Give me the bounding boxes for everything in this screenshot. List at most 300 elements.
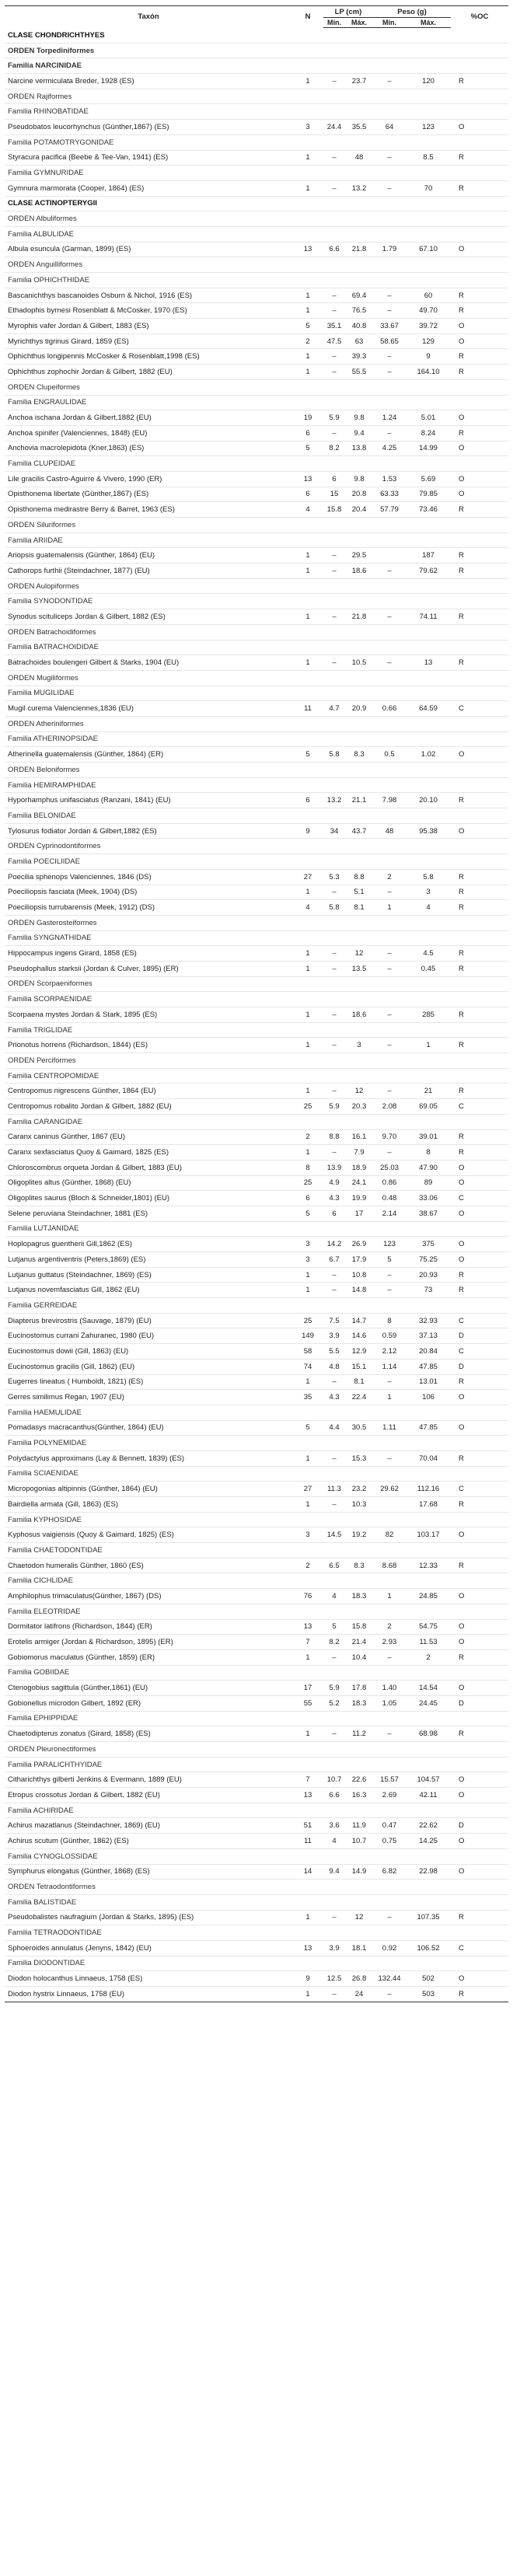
lp-max-cell: 18.9 (351, 1163, 367, 1172)
taxon-cell: Hyporhamphus unifasciatus (Ranzani, 1841) (EU) (8, 796, 171, 805)
peso-min-cell: 132.44 (378, 1974, 401, 1984)
taxon-cell: Poecilia sphenops Valenciennes, 1846 (DS) (8, 872, 152, 881)
soc-cell (451, 1114, 508, 1129)
n-cell: 1 (305, 1499, 310, 1509)
peso-max-cell (406, 1405, 451, 1420)
table-row (5, 763, 508, 778)
table-row (5, 1925, 508, 1941)
taxon-cell: Familia HEMIRAMPHIDAE (8, 780, 96, 790)
peso-min-cell (373, 777, 406, 793)
taxon-cell: Achirus mazatlanus (Steindachner, 1869) (EU) (8, 1821, 160, 1831)
lp-min-cell (323, 196, 345, 211)
table-row (5, 885, 508, 900)
taxon-cell: ORDEN Torpediniformes (8, 46, 95, 55)
lp-max-cell: 17 (354, 1209, 364, 1218)
table-row (5, 1940, 508, 1956)
lp-min-cell (323, 166, 345, 181)
soc-cell (451, 1298, 508, 1314)
lp-min-cell: – (332, 428, 337, 438)
lp-min-cell: 5.9 (329, 1684, 340, 1693)
taxon-cell: Kyphosus vaigiensis (Quoy & Gaimard, 1825) (ES) (8, 1531, 174, 1540)
table-row (5, 28, 508, 44)
table-row (5, 640, 508, 655)
lp-min-cell: 6.5 (329, 1561, 340, 1570)
peso-min-cell: 0.92 (382, 1943, 397, 1953)
soc-cell: R (459, 1730, 464, 1739)
soc-cell (451, 670, 508, 686)
soc-cell: R (459, 566, 464, 575)
taxon-cell: Diodon holocanthus Linnaeus, 1758 (ES) (8, 1974, 143, 1984)
peso-min-cell: – (387, 1087, 392, 1096)
n-cell: 1 (305, 566, 310, 575)
peso-min-cell (373, 532, 406, 548)
peso-min-cell: – (387, 1148, 392, 1157)
peso-min-cell: 0.66 (382, 704, 397, 714)
peso-min-cell (373, 89, 406, 104)
table-row (5, 777, 508, 793)
peso-min-cell (373, 1221, 406, 1237)
lp-min-cell (323, 1436, 345, 1451)
n-cell (292, 1221, 323, 1237)
lp-max-cell: 19.2 (351, 1531, 367, 1540)
taxon-cell: Familia OPHICHTHIDAE (8, 275, 90, 284)
peso-max-cell: 39.72 (419, 321, 438, 330)
peso-min-cell (373, 1298, 406, 1314)
taxon-cell: Familia SYNODONTIDAE (8, 597, 93, 606)
lp-min-cell (323, 1543, 345, 1559)
lp-min-cell: 3.9 (329, 1943, 340, 1953)
lp-min-cell (323, 1894, 345, 1910)
peso-min-cell: – (387, 428, 392, 438)
table-row (5, 1558, 508, 1573)
soc-cell (451, 578, 508, 594)
soc-cell (451, 211, 508, 227)
n-cell: 1 (305, 1913, 310, 1922)
peso-max-cell: 502 (422, 1974, 434, 1984)
lp-min-cell (323, 1221, 345, 1237)
lp-min-cell (323, 1405, 345, 1420)
lp-max-cell: 14.8 (351, 1286, 367, 1295)
peso-max-cell (406, 670, 451, 686)
table-row (5, 1129, 508, 1145)
soc-cell: O (459, 1684, 465, 1693)
peso-max-cell (406, 257, 451, 273)
peso-max-cell: 32.93 (419, 1316, 438, 1325)
peso-min-cell (373, 226, 406, 242)
n-cell: 4 (305, 903, 310, 913)
n-cell: 6 (305, 490, 310, 499)
soc-cell: R (459, 428, 464, 438)
n-cell (292, 686, 323, 701)
header-peso-max: Máx. (406, 18, 451, 28)
soc-cell (451, 777, 508, 793)
lp-max-cell: 18.6 (351, 566, 367, 575)
peso-min-cell (373, 456, 406, 472)
peso-min-cell: – (387, 153, 392, 162)
n-cell (292, 1022, 323, 1038)
soc-cell: R (459, 505, 464, 515)
lp-min-cell: 7.5 (329, 1316, 340, 1325)
soc-cell: R (459, 1148, 464, 1157)
peso-min-cell (373, 670, 406, 686)
soc-cell: D (459, 1332, 464, 1341)
lp-max-cell (345, 395, 373, 410)
peso-max-cell (406, 976, 451, 992)
peso-min-cell (373, 58, 406, 74)
n-cell: 1 (305, 352, 310, 361)
peso-min-cell: 2.69 (382, 1790, 397, 1799)
n-cell (292, 624, 323, 640)
peso-max-cell: 8.24 (421, 428, 436, 438)
taxon-cell: Narcine vermiculata Breder, 1928 (ES) (8, 76, 134, 86)
peso-min-cell (373, 640, 406, 655)
lp-min-cell: 34 (330, 826, 339, 836)
lp-max-cell: 12 (354, 949, 364, 958)
soc-cell: R (459, 1270, 464, 1279)
lp-max-cell (345, 763, 373, 778)
n-cell (292, 670, 323, 686)
soc-cell: O (459, 1163, 465, 1172)
n-cell: 1 (305, 888, 310, 897)
lp-min-cell (323, 28, 345, 44)
lp-min-cell (323, 808, 345, 824)
soc-cell (451, 915, 508, 930)
peso-min-cell: – (387, 76, 392, 86)
table-row (5, 1848, 508, 1864)
n-cell: 1 (305, 183, 310, 193)
n-cell: 4 (305, 505, 310, 515)
n-cell (292, 976, 323, 992)
peso-max-cell (406, 992, 451, 1007)
n-cell: 2 (305, 1561, 310, 1570)
soc-cell (451, 1466, 508, 1482)
taxon-cell: Etropus crossotus Jordan & Gilbert, 1882 (EU) (8, 1790, 160, 1799)
lp-min-cell: – (332, 291, 337, 300)
table-row (5, 1635, 508, 1650)
n-cell: 51 (303, 1821, 312, 1831)
table-row (5, 1084, 508, 1099)
lp-min-cell: 13.2 (326, 796, 342, 805)
peso-min-cell: – (387, 1377, 392, 1387)
peso-max-cell (406, 1221, 451, 1237)
lp-max-cell (345, 1405, 373, 1420)
taxon-cell: Familia GYMNURIDAE (8, 169, 84, 178)
n-cell: 1 (305, 1148, 310, 1157)
lp-min-cell: 5.3 (329, 872, 340, 881)
soc-cell (451, 1405, 508, 1420)
table-row (5, 1742, 508, 1757)
n-cell: 1 (305, 1653, 310, 1662)
lp-min-cell: – (332, 964, 337, 973)
soc-cell (451, 1053, 508, 1069)
lp-min-cell: – (332, 367, 337, 376)
lp-min-cell: – (332, 153, 337, 162)
n-cell: 58 (303, 1346, 312, 1356)
n-cell: 1 (305, 1270, 310, 1279)
n-cell: 6 (305, 796, 310, 805)
lp-min-cell: – (332, 1148, 337, 1157)
soc-cell (451, 379, 508, 395)
lp-max-cell (345, 43, 373, 58)
peso-max-cell: 75.25 (419, 1255, 438, 1264)
n-cell: 1 (305, 1087, 310, 1096)
soc-cell (451, 1894, 508, 1910)
lp-max-cell (345, 1757, 373, 1772)
soc-cell: O (459, 1775, 465, 1785)
lp-max-cell (345, 1436, 373, 1451)
taxon-cell: Familia KYPHOSIDAE (8, 1515, 82, 1524)
peso-min-cell: 33.67 (380, 321, 399, 330)
soc-cell: C (459, 1485, 464, 1494)
lp-min-cell: 11.3 (327, 1485, 341, 1494)
peso-max-cell: 20.93 (419, 1270, 438, 1279)
lp-min-cell (323, 395, 345, 410)
soc-cell (451, 1022, 508, 1038)
n-cell: 5 (305, 444, 310, 453)
peso-max-cell: 5.69 (421, 474, 436, 483)
table-row (5, 1757, 508, 1772)
table-row (5, 976, 508, 992)
table-row (5, 655, 508, 671)
lp-max-cell (345, 1711, 373, 1726)
table-row (5, 1298, 508, 1314)
soc-cell (451, 1573, 508, 1589)
taxon-cell: Ophichthus longipennis McCosker & Rosenblatt,1998 (ES) (8, 352, 200, 361)
lp-max-cell: 21.8 (351, 612, 367, 621)
soc-cell (451, 992, 508, 1007)
peso-max-cell (406, 763, 451, 778)
n-cell: 1 (305, 949, 310, 958)
lp-min-cell: – (332, 1270, 337, 1279)
soc-cell: O (459, 122, 465, 131)
soc-cell (451, 763, 508, 778)
peso-min-cell (373, 1604, 406, 1619)
taxon-cell: Prionotus horrens (Richardson, 1844) (ES) (8, 1041, 148, 1050)
lp-max-cell (345, 1466, 373, 1482)
taxon-cell: Hippocampus ingens Girard, 1858 (ES) (8, 949, 137, 958)
lp-max-cell (345, 1068, 373, 1084)
soc-cell: R (459, 796, 464, 805)
peso-min-cell (373, 578, 406, 594)
taxon-cell: Lutjanus novemfasciatus Gill, 1862 (EU) (8, 1286, 140, 1295)
peso-min-cell: – (387, 612, 392, 621)
soc-cell (451, 1604, 508, 1619)
lp-min-cell: – (332, 1499, 337, 1509)
lp-max-cell (345, 1880, 373, 1895)
lp-min-cell: 4.4 (329, 1423, 340, 1433)
soc-cell: O (459, 321, 465, 330)
soc-cell: R (459, 352, 464, 361)
lp-max-cell: 13.8 (351, 444, 367, 453)
table-row (5, 1252, 508, 1268)
table-row (5, 1788, 508, 1803)
table-row (5, 793, 508, 808)
soc-cell: R (459, 183, 464, 193)
lp-min-cell (323, 1665, 345, 1681)
taxon-cell: ORDEN Atheriniformes (8, 719, 84, 728)
peso-max-cell (406, 1512, 451, 1527)
soc-cell: R (459, 291, 464, 300)
peso-max-cell (406, 1466, 451, 1482)
n-cell (292, 518, 323, 533)
soc-cell (451, 854, 508, 870)
lp-min-cell: – (332, 1730, 337, 1739)
peso-max-cell: 60 (424, 291, 433, 300)
taxon-cell: Anchoa ischana Jordan & Gilbert,1882 (EU) (8, 414, 152, 423)
lp-min-cell: – (332, 183, 337, 193)
n-cell (292, 1711, 323, 1726)
lp-min-cell (323, 854, 345, 870)
n-cell: 13 (303, 1622, 312, 1632)
n-cell (292, 1573, 323, 1589)
peso-max-cell: 375 (422, 1240, 434, 1249)
lp-min-cell (323, 211, 345, 227)
soc-cell: R (459, 903, 464, 913)
peso-max-cell: 37.13 (419, 1332, 438, 1341)
soc-cell (451, 58, 508, 74)
table-row (5, 854, 508, 870)
taxon-cell: Eucinostomus dowii (Gill, 1863) (EU) (8, 1346, 129, 1356)
table-row (5, 1221, 508, 1237)
table-row (5, 1880, 508, 1895)
peso-min-cell (373, 28, 406, 44)
lp-max-cell: 20.3 (351, 1101, 367, 1111)
lp-max-cell (345, 1053, 373, 1069)
lp-max-cell: 5.1 (354, 888, 365, 897)
lp-max-cell (345, 1298, 373, 1314)
table-header (5, 6, 508, 28)
n-cell (292, 1466, 323, 1482)
table-row (5, 1665, 508, 1681)
taxon-cell: ORDEN Rajiformes (8, 92, 72, 101)
peso-min-cell: 0.48 (382, 1194, 397, 1203)
n-cell (292, 166, 323, 181)
peso-max-cell (406, 89, 451, 104)
peso-max-cell (406, 1436, 451, 1451)
lp-min-cell: – (332, 306, 337, 316)
soc-cell (451, 1757, 508, 1772)
lp-min-cell (323, 624, 345, 640)
peso-min-cell: – (387, 949, 392, 958)
table-row (5, 196, 508, 211)
lp-max-cell (345, 1803, 373, 1818)
peso-min-cell (373, 134, 406, 150)
peso-min-cell (373, 1711, 406, 1726)
lp-min-cell: – (332, 658, 337, 668)
taxon-cell: Familia RHINOBATIDAE (8, 107, 89, 117)
soc-cell (451, 930, 508, 946)
peso-min-cell (373, 1466, 406, 1482)
n-cell (292, 777, 323, 793)
lp-min-cell (323, 640, 345, 655)
lp-max-cell: 12 (354, 1087, 364, 1096)
lp-min-cell (323, 58, 345, 74)
n-cell: 9 (305, 826, 310, 836)
table-row (5, 1390, 508, 1405)
peso-max-cell (406, 211, 451, 227)
lp-max-cell (345, 166, 373, 181)
taxon-cell: ORDEN Batrachoidiformes (8, 627, 96, 637)
lp-min-cell: 5.5 (329, 1346, 340, 1356)
peso-max-cell: 14.25 (419, 1836, 438, 1845)
taxon-cell: Familia POLYNEMIDAE (8, 1439, 87, 1448)
n-cell: 13 (303, 1943, 312, 1953)
soc-cell: R (459, 153, 464, 162)
peso-max-cell: 11.53 (419, 1638, 438, 1647)
table-row (5, 242, 508, 257)
soc-cell (451, 1436, 508, 1451)
lp-max-cell: 14.9 (351, 1867, 367, 1876)
taxon-cell: Bairdiella armata (Gill, 1863) (ES) (8, 1499, 119, 1509)
lp-min-cell: 6.6 (329, 245, 340, 254)
taxon-cell: Ophichthus zophochir Jordan & Gilbert, 1882 (EU) (8, 367, 173, 376)
lp-max-cell (345, 777, 373, 793)
peso-min-cell: – (387, 183, 392, 193)
peso-max-cell: 21 (424, 1087, 433, 1096)
peso-max-cell: 14.54 (419, 1684, 438, 1693)
peso-max-cell: 8 (426, 1148, 431, 1157)
peso-max-cell: 68.98 (419, 1730, 438, 1739)
peso-max-cell: 20.84 (419, 1346, 438, 1356)
peso-max-cell: 103.17 (417, 1531, 440, 1540)
lp-min-cell: – (332, 352, 337, 361)
n-cell: 74 (303, 1362, 312, 1371)
taxon-cell: Familia TETRAODONTIDAE (8, 1929, 102, 1938)
peso-min-cell (373, 1436, 406, 1451)
soc-cell (451, 89, 508, 104)
lp-max-cell: 21.1 (351, 796, 367, 805)
table-row (5, 1450, 508, 1466)
lp-max-cell: 8.3 (354, 1561, 365, 1570)
lp-min-cell (323, 1512, 345, 1527)
n-cell: 27 (303, 872, 312, 881)
peso-max-cell (406, 1604, 451, 1619)
lp-min-cell (323, 89, 345, 104)
peso-max-cell: 3 (426, 888, 431, 897)
taxon-cell: ORDEN Pleuronectiformes (8, 1744, 96, 1754)
n-cell (292, 1848, 323, 1864)
peso-max-cell: 1 (426, 1041, 431, 1050)
lp-min-cell: 6 (332, 474, 337, 483)
peso-max-cell: 503 (422, 1989, 434, 1998)
lp-min-cell: – (332, 1377, 337, 1387)
table-row (5, 1695, 508, 1711)
peso-max-cell (406, 196, 451, 211)
peso-max-cell: 2 (426, 1653, 431, 1662)
taxon-cell: Synodus scituliceps Jordan & Gilbert, 1882 (ES) (8, 612, 166, 621)
lp-min-cell (323, 1848, 345, 1864)
lp-min-cell (323, 456, 345, 472)
lp-max-cell (345, 456, 373, 472)
soc-cell: O (459, 474, 465, 483)
lp-min-cell (323, 930, 345, 946)
n-cell (292, 43, 323, 58)
peso-min-cell (373, 1114, 406, 1129)
peso-min-cell: – (387, 1286, 392, 1295)
taxon-cell: Familia SCIAENIDAE (8, 1469, 79, 1478)
taxon-cell: Caranx sexfasciatus Quoy & Gaimard, 1825 (ES) (8, 1148, 169, 1157)
soc-cell (451, 28, 508, 44)
taxon-cell: Familia ATHERINOPSIDAE (8, 735, 98, 744)
peso-min-cell: 58.65 (380, 337, 399, 346)
peso-min-cell (373, 1742, 406, 1757)
table-row (5, 226, 508, 242)
taxon-cell: Familia HAEMULIDAE (8, 1408, 82, 1417)
taxon-cell: Myrophis vafer Jordan & Gilbert, 1883 (ES) (8, 321, 149, 330)
table-row (5, 1818, 508, 1834)
peso-min-cell (373, 915, 406, 930)
taxon-cell: Lutjanus argentiventris (Peters,1869) (ES) (8, 1255, 146, 1264)
